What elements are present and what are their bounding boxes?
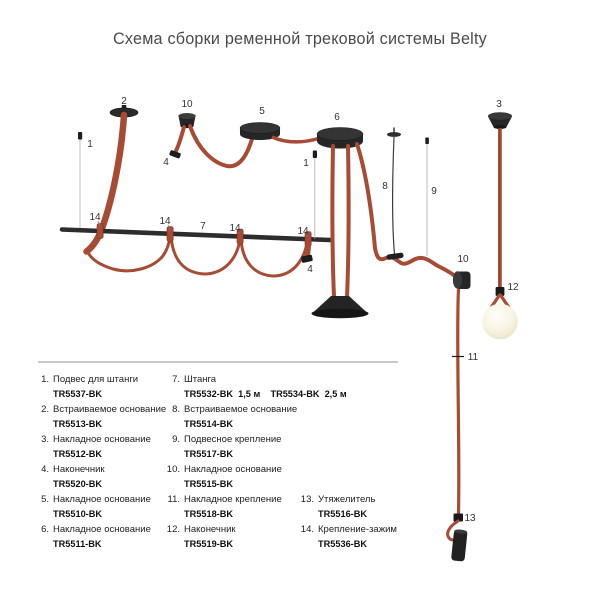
belt-drop-right xyxy=(458,289,459,514)
legend-item-number: 8. xyxy=(172,404,180,415)
legend-item-number: 3. xyxy=(41,434,49,445)
legend-item-number: 12. xyxy=(166,524,180,535)
legend-item-body xyxy=(184,372,347,402)
legend-item-number: 11. xyxy=(167,494,180,505)
legend-item-body xyxy=(53,432,151,462)
callout-2: 2 xyxy=(121,96,127,107)
belt-scallops xyxy=(87,236,307,276)
callout-1: 1 xyxy=(303,158,309,169)
legend-item-body xyxy=(53,492,151,522)
legend-item-code: TR5517-BK xyxy=(184,449,234,459)
legend-item-name: Подвесное крепление xyxy=(184,434,282,445)
legend-item-code: TR5519-BK xyxy=(184,539,234,549)
legend-item-number: 14. xyxy=(300,524,314,535)
rod-suspension-right xyxy=(313,151,317,239)
legend-item-body xyxy=(53,522,151,552)
legend-item-name: Накладное крепление xyxy=(184,494,282,505)
legend-item-body xyxy=(184,522,236,552)
legend-item-code: TR5512-BK xyxy=(53,449,103,459)
legend-item xyxy=(163,462,373,492)
legend-item-number: 6. xyxy=(41,524,49,535)
legend-item-body xyxy=(184,492,282,522)
callout-11: 11 xyxy=(467,352,479,363)
legend-item-code: TR5516-BK xyxy=(318,509,368,519)
legend-item-body xyxy=(184,432,281,462)
legend-divider xyxy=(38,361,398,363)
legend-item-name: Накладное основание xyxy=(184,464,282,475)
legend-item xyxy=(297,522,417,552)
belts-from-canopy-6 xyxy=(332,144,456,297)
legend-item-body xyxy=(184,402,297,432)
legend-item-name: Подвес для штанги xyxy=(53,374,139,385)
legend-item-name: Накладное основание xyxy=(53,494,151,505)
ceiling-mount-3 xyxy=(488,112,512,129)
belt-to-tip-4-left xyxy=(176,127,185,152)
legend-item xyxy=(36,402,166,432)
legend-item-code: TR5514-BK xyxy=(184,419,234,429)
legend-item xyxy=(36,462,166,492)
legend-item-name: Встраиваемое основание xyxy=(184,404,298,415)
legend-item-number: 9. xyxy=(172,434,180,445)
legend-item-number: 10. xyxy=(166,464,180,475)
legend-item-name: Штанга xyxy=(184,374,217,385)
callout-6: 6 xyxy=(334,112,340,123)
callout-7: 7 xyxy=(200,221,206,232)
legend-item xyxy=(163,432,373,462)
legend-column-1 xyxy=(36,372,166,552)
callout-14: 14 xyxy=(159,216,171,227)
legend-item-body xyxy=(318,492,375,522)
legend-item-name: Наконечник xyxy=(184,524,236,535)
legend-item-code: TR5513-BK xyxy=(53,419,103,429)
legend-item-code: TR5518-BK xyxy=(184,509,234,519)
legend-item-code: TR5515-BK xyxy=(184,479,234,489)
legend-item xyxy=(163,372,373,402)
callout-8: 8 xyxy=(382,181,388,192)
legend-item-name: Накладное основание xyxy=(53,524,151,535)
legend-item-body xyxy=(184,462,282,492)
legend-item-body xyxy=(53,372,138,402)
callout-14: 14 xyxy=(229,223,241,234)
legend-item-name: Накладное основание xyxy=(53,434,151,445)
legend-item-body xyxy=(318,522,397,552)
suspension-wire-9 xyxy=(425,138,429,257)
page-title: Схема сборки ременной трековой системы Belty xyxy=(113,30,487,48)
legend-item-name: Крепление-зажим xyxy=(318,524,397,535)
hanging-mount-8 xyxy=(386,128,404,261)
callout-10: 10 xyxy=(181,99,193,110)
callout-4: 4 xyxy=(307,264,313,275)
callout-9: 9 xyxy=(431,186,437,197)
callout-14: 14 xyxy=(89,212,101,223)
callout-3: 3 xyxy=(496,99,502,110)
legend-item-number: 1. xyxy=(41,374,49,385)
callout-14: 14 xyxy=(297,226,309,237)
legend-item-number: 13. xyxy=(300,494,314,505)
callout-13: 13 xyxy=(464,513,476,524)
legend-item-name: Наконечник xyxy=(53,464,105,475)
legend-item-code: TR5537-BK xyxy=(53,389,103,399)
legend-item-code: TR5511-BK xyxy=(53,539,102,549)
legend-item-code: TR5532-BK 1,5 м TR5534-BK 2,5 м xyxy=(184,389,347,399)
legend-item xyxy=(163,402,373,432)
rod-suspension-left xyxy=(78,132,82,230)
legend-item-code: TR5520-BK xyxy=(53,479,103,489)
callout-4: 4 xyxy=(163,157,169,168)
legend-item-code: TR5536-BK xyxy=(318,539,368,549)
cone-shade xyxy=(312,296,369,318)
belt-end-right xyxy=(307,239,308,257)
legend-item-number: 5. xyxy=(41,494,49,505)
legend-item xyxy=(36,492,166,522)
legend-item xyxy=(36,372,166,402)
legend-item xyxy=(297,492,417,522)
legend-item xyxy=(36,522,166,552)
belt-5-to-6 xyxy=(272,137,320,142)
callout-12: 12 xyxy=(507,282,519,293)
legend-item-name: Встраиваемое основание xyxy=(53,404,167,415)
legend-column-3 xyxy=(297,492,417,552)
legend-item-code: TR5510-BK xyxy=(53,509,103,519)
surface-base-10-top xyxy=(178,113,195,128)
legend-item-name: Утяжелитель xyxy=(318,494,376,505)
sphere-lamp xyxy=(482,304,518,340)
legend-item xyxy=(36,432,166,462)
legend-item-number: 2. xyxy=(41,404,49,415)
legend-item-body xyxy=(53,402,166,432)
callout-1: 1 xyxy=(87,139,93,150)
legend-item-number: 4. xyxy=(41,464,49,475)
legend-item-number: 7. xyxy=(172,374,180,385)
legend-item-body xyxy=(53,462,105,492)
callout-5: 5 xyxy=(259,106,265,117)
surface-base-10-right xyxy=(453,271,471,289)
weight-13 xyxy=(451,529,468,562)
callout-10: 10 xyxy=(457,254,469,265)
